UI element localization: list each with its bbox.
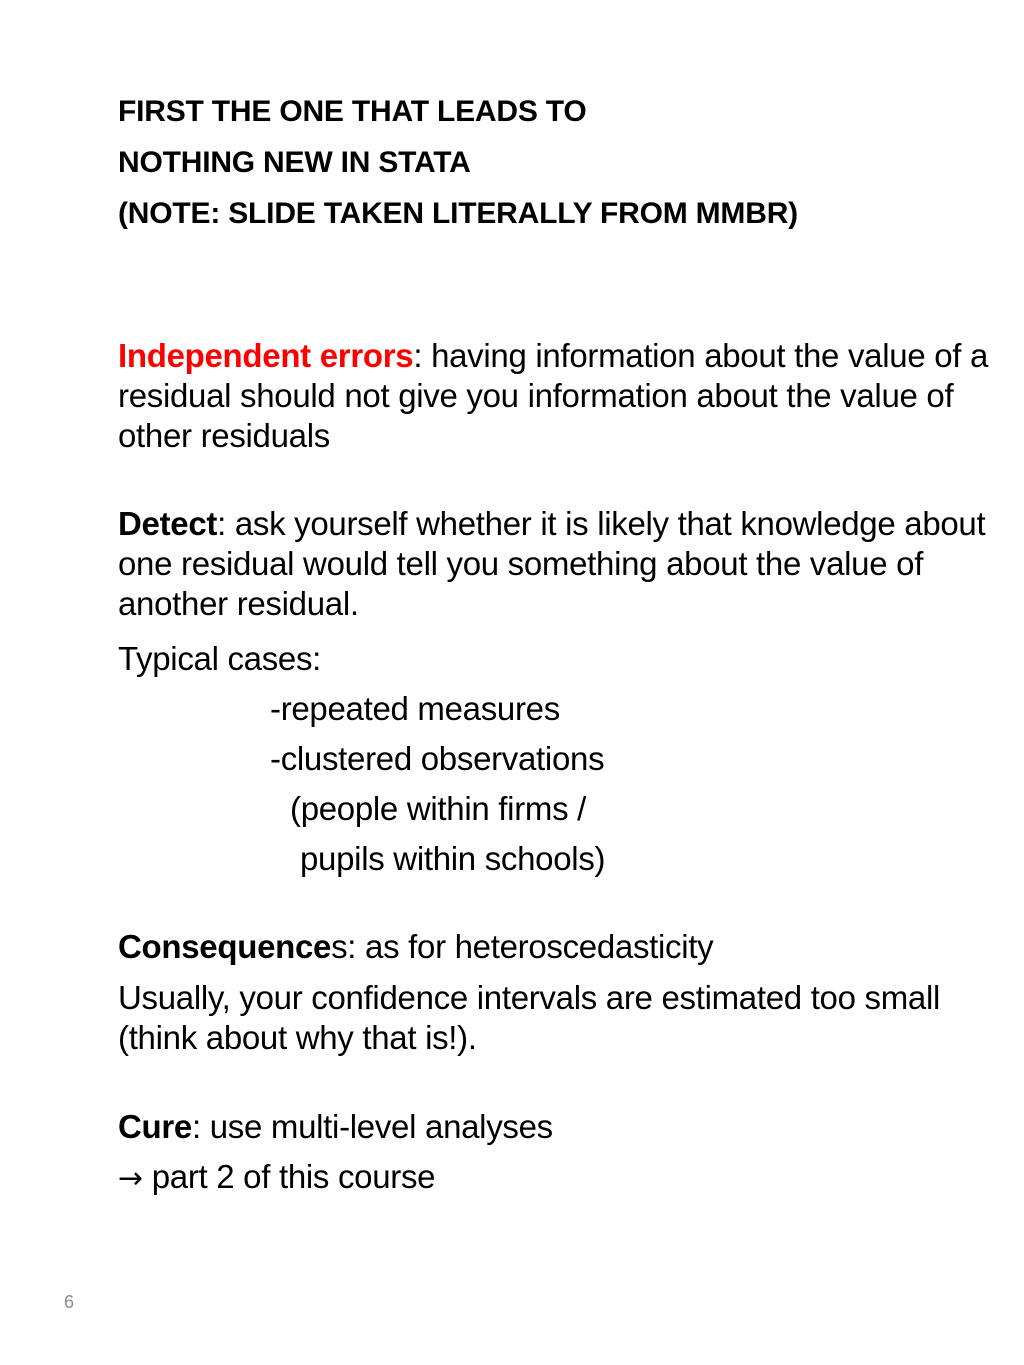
typical-cases-heading: Typical cases: xyxy=(118,640,322,677)
arrow-right-icon: → xyxy=(118,1161,143,1196)
consequences-text: s: as for heteroscedasticity xyxy=(331,928,714,965)
typical-case-pupils: pupils within schools) xyxy=(300,840,606,877)
cure-term: Cure xyxy=(118,1108,192,1145)
typical-case-repeated: -repeated measures xyxy=(270,690,560,727)
cure-followup xyxy=(118,1152,998,1202)
typical-case-clustered: -clustered observations xyxy=(270,740,605,777)
typical-case-people: (people within firms / xyxy=(290,790,587,827)
cure-paragraph xyxy=(118,1102,998,1152)
independent-errors-paragraph xyxy=(118,336,998,456)
detect-paragraph xyxy=(118,504,998,624)
slide-body xyxy=(118,336,998,1202)
cure-text: : use multi-level analyses xyxy=(192,1108,553,1145)
independent-errors-term: Independent errors xyxy=(118,337,414,374)
consequences-term: Consequence xyxy=(118,928,332,965)
slide-title xyxy=(118,86,978,239)
page-number: 6 xyxy=(64,1292,75,1312)
title-line-2: NOTHING NEW IN STATA xyxy=(118,146,471,179)
cure-followup-text: part 2 of this course xyxy=(142,1158,436,1195)
detect-text: : ask yourself whether it is likely that knowledge about one residual would tell you something about the value of another residual. xyxy=(118,505,986,622)
consequences-paragraph xyxy=(118,922,998,972)
independent-errors-text: : having information about the value of a residual should not give you information about the value of other residuals xyxy=(118,337,989,454)
title-line-1: FIRST THE ONE THAT LEADS TO xyxy=(118,95,587,128)
detect-term: Detect xyxy=(118,505,218,542)
consequences-followup: Usually, your confidence intervals are estimated too small (think about why that is!). xyxy=(118,979,941,1056)
title-line-3: (NOTE: SLIDE TAKEN LITERALLY FROM MMBR) xyxy=(118,197,798,230)
